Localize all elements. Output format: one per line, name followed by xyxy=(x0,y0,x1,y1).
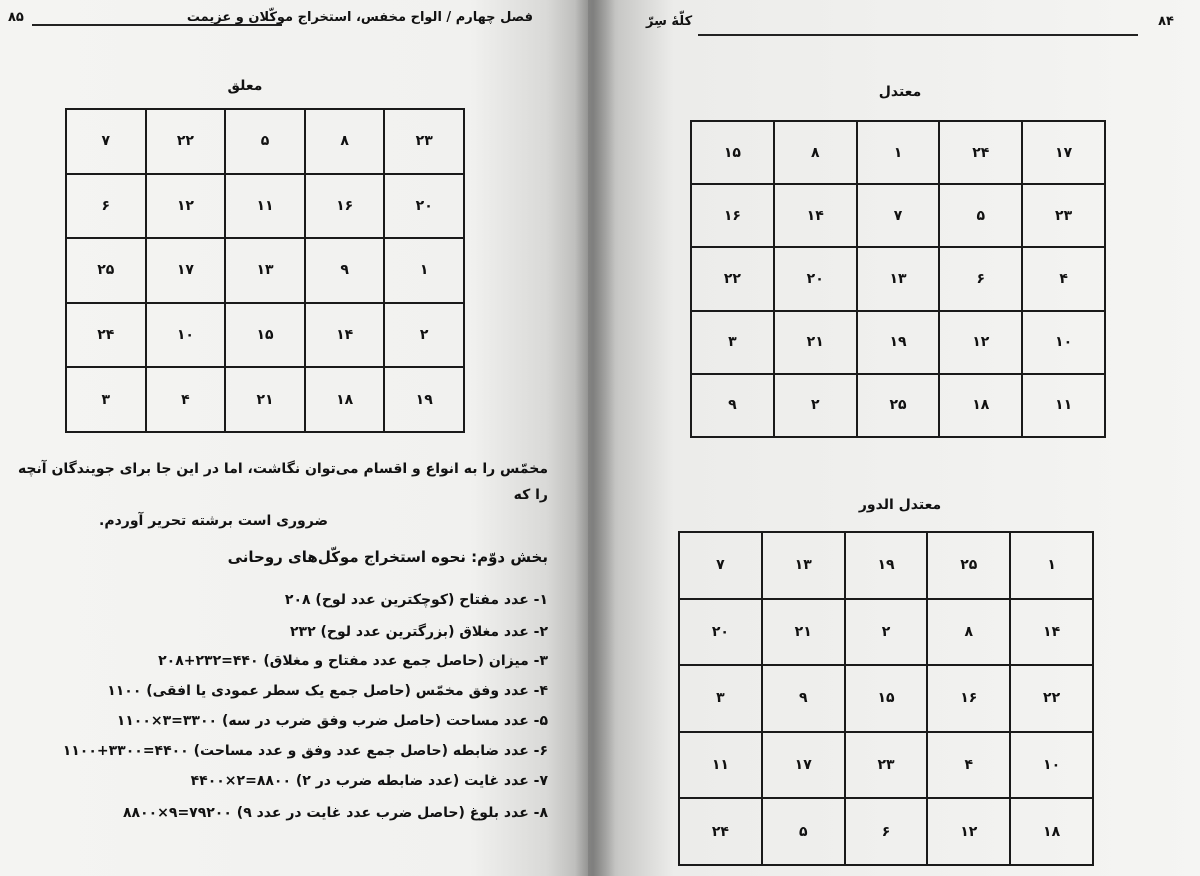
right-page xyxy=(588,0,1200,876)
table-row xyxy=(66,174,464,239)
table-cell: ۸ xyxy=(305,109,385,174)
table-cell: ۹ xyxy=(691,374,774,437)
table-cell: ۱۸ xyxy=(305,367,385,432)
book-gutter xyxy=(575,0,615,876)
table-row xyxy=(691,247,1105,310)
right-running-title: کلّهٔ سِرّ xyxy=(646,14,693,29)
paragraph-line: مخمّس را به انواع و اقسام می‌توان نگاشت، اما در این جا برای جویندگان آنچه را که xyxy=(17,461,548,503)
magic-square-moatadel-aldor xyxy=(678,531,1094,866)
table-cell: ۲۲ xyxy=(146,109,226,174)
list-item: ۶- عدد ضابطه (حاصل جمع عدد وفق و عدد مساحت) ۴۴۰۰=۳۳۰۰+۱۱۰۰ xyxy=(62,743,548,759)
table-cell: ۲۲ xyxy=(691,247,774,310)
table-cell: ۹ xyxy=(305,238,385,303)
intro-paragraph xyxy=(8,456,548,534)
table-cell: ۲۳ xyxy=(384,109,464,174)
table-row xyxy=(66,303,464,368)
table-cell: ۲۴ xyxy=(66,303,146,368)
table-cell: ۱۹ xyxy=(857,311,940,374)
table-cell: ۲۰ xyxy=(384,174,464,239)
table-cell: ۱۰ xyxy=(1010,732,1093,799)
table-cell: ۶ xyxy=(66,174,146,239)
table-cell: ۱۵ xyxy=(845,665,928,732)
table-cell: ۲۱ xyxy=(225,367,305,432)
table-cell: ۱۳ xyxy=(857,247,940,310)
paragraph-line: ضروری است برشته تحریر آوردم. xyxy=(99,513,328,529)
table-row xyxy=(679,599,1093,666)
table-row xyxy=(66,109,464,174)
table-cell: ۱۵ xyxy=(691,121,774,184)
table-cell: ۲۱ xyxy=(774,311,857,374)
table-cell: ۱۳ xyxy=(225,238,305,303)
list-item: ۲- عدد مغلاق (بزرگترین عدد لوح) ۲۳۲ xyxy=(290,624,548,640)
left-page-number: ۸۵ xyxy=(8,10,24,25)
table-cell: ۸ xyxy=(927,599,1010,666)
table-row xyxy=(679,798,1093,865)
right-page-header xyxy=(588,10,1200,34)
table-row xyxy=(679,532,1093,599)
table-cell: ۱۴ xyxy=(305,303,385,368)
table-cell: ۱۰ xyxy=(1022,311,1105,374)
table-cell: ۱۲ xyxy=(146,174,226,239)
list-item: ۱- عدد مفتاح (کوچکترین عدد لوح) ۲۰۸ xyxy=(284,592,548,608)
table-cell: ۳ xyxy=(679,665,762,732)
table-cell: ۲۰ xyxy=(774,247,857,310)
table-row xyxy=(679,665,1093,732)
table-cell: ۱۳ xyxy=(762,532,845,599)
table-row xyxy=(66,367,464,432)
table-cell: ۵ xyxy=(225,109,305,174)
table-cell: ۱۱ xyxy=(225,174,305,239)
table-caption-moatadel-aldor: معتدل الدور xyxy=(858,497,942,513)
table-row xyxy=(691,184,1105,247)
table-cell: ۹ xyxy=(762,665,845,732)
table-cell: ۱۶ xyxy=(927,665,1010,732)
left-running-title: فصل چهارم / الواح مخفس، استخراج موکّلان و عزیمت xyxy=(186,10,533,25)
table-cell: ۱۲ xyxy=(939,311,1022,374)
table-cell: ۱۹ xyxy=(845,532,928,599)
magic-square-moallaq xyxy=(65,108,465,433)
right-page-number: ۸۴ xyxy=(1158,14,1174,29)
table-cell: ۱۹ xyxy=(384,367,464,432)
section-heading: بخش دوّم: نحوه استخراج موکّل‌های روحانی xyxy=(227,548,548,566)
table-cell: ۷ xyxy=(66,109,146,174)
list-item: ۸- عدد بلوغ (حاصل ضرب عدد غایت در عدد ۹) ۷۹۲۰۰=۹×۸۸۰۰ xyxy=(122,805,548,821)
left-page-header xyxy=(0,10,588,34)
table-cell: ۴ xyxy=(1022,247,1105,310)
table-row xyxy=(691,311,1105,374)
list-item: ۵- عدد مساحت (حاصل ضرب وفق ضرب در سه) ۳۳۰۰=۳×۱۱۰۰ xyxy=(116,713,548,729)
table-cell: ۲۵ xyxy=(66,238,146,303)
table-cell: ۱۷ xyxy=(1022,121,1105,184)
table-cell: ۲۳ xyxy=(845,732,928,799)
table-cell: ۱۴ xyxy=(774,184,857,247)
table-cell: ۱۱ xyxy=(1022,374,1105,437)
list-item: ۴- عدد وفق مخمّس (حاصل جمع یک سطر عمودی یا افقی) ۱۱۰۰ xyxy=(107,683,548,699)
table-cell: ۱۰ xyxy=(146,303,226,368)
table-cell: ۲۴ xyxy=(679,798,762,865)
table-cell: ۱۴ xyxy=(1010,599,1093,666)
table-row xyxy=(679,732,1093,799)
table-cell: ۳ xyxy=(691,311,774,374)
list-item: ۳- میزان (حاصل جمع عدد مفتاح و مغلاق) ۴۴۰=۲۳۲+۲۰۸ xyxy=(158,653,548,669)
table-cell: ۵ xyxy=(939,184,1022,247)
table-cell: ۱۸ xyxy=(1010,798,1093,865)
table-cell: ۲۳ xyxy=(1022,184,1105,247)
table-cell: ۱ xyxy=(384,238,464,303)
table-cell: ۲۲ xyxy=(1010,665,1093,732)
table-cell: ۱۲ xyxy=(927,798,1010,865)
table-cell: ۲ xyxy=(845,599,928,666)
table-row xyxy=(691,121,1105,184)
table-cell: ۱۷ xyxy=(762,732,845,799)
table-cell: ۷ xyxy=(679,532,762,599)
header-rule xyxy=(698,34,1138,36)
table-cell: ۱۶ xyxy=(305,174,385,239)
table-cell: ۲۵ xyxy=(857,374,940,437)
table-cell: ۱ xyxy=(857,121,940,184)
table-cell: ۲۱ xyxy=(762,599,845,666)
magic-square-moatadel xyxy=(690,120,1106,438)
table-cell: ۳ xyxy=(66,367,146,432)
table-cell: ۱۶ xyxy=(691,184,774,247)
table-cell: ۴ xyxy=(146,367,226,432)
table-cell: ۶ xyxy=(845,798,928,865)
left-page xyxy=(0,0,588,876)
table-caption-moatadel: معتدل xyxy=(878,84,922,100)
table-cell: ۶ xyxy=(939,247,1022,310)
table-cell: ۷ xyxy=(857,184,940,247)
table-row xyxy=(66,238,464,303)
table-cell: ۸ xyxy=(774,121,857,184)
table-cell: ۱۷ xyxy=(146,238,226,303)
table-cell: ۴ xyxy=(927,732,1010,799)
table-row xyxy=(691,374,1105,437)
table-cell: ۱ xyxy=(1010,532,1093,599)
table-cell: ۱۵ xyxy=(225,303,305,368)
table-cell: ۲ xyxy=(774,374,857,437)
table-cell: ۲ xyxy=(384,303,464,368)
table-cell: ۱۱ xyxy=(679,732,762,799)
table-cell: ۲۵ xyxy=(927,532,1010,599)
table-cell: ۲۴ xyxy=(939,121,1022,184)
list-item: ۷- عدد غایت (عدد ضابطه ضرب در ۲) ۸۸۰۰=۲×۴۴۰۰ xyxy=(190,773,548,789)
table-cell: ۱۸ xyxy=(939,374,1022,437)
table-cell: ۵ xyxy=(762,798,845,865)
table-cell: ۲۰ xyxy=(679,599,762,666)
table-caption-moallaq: معلق xyxy=(227,78,263,94)
